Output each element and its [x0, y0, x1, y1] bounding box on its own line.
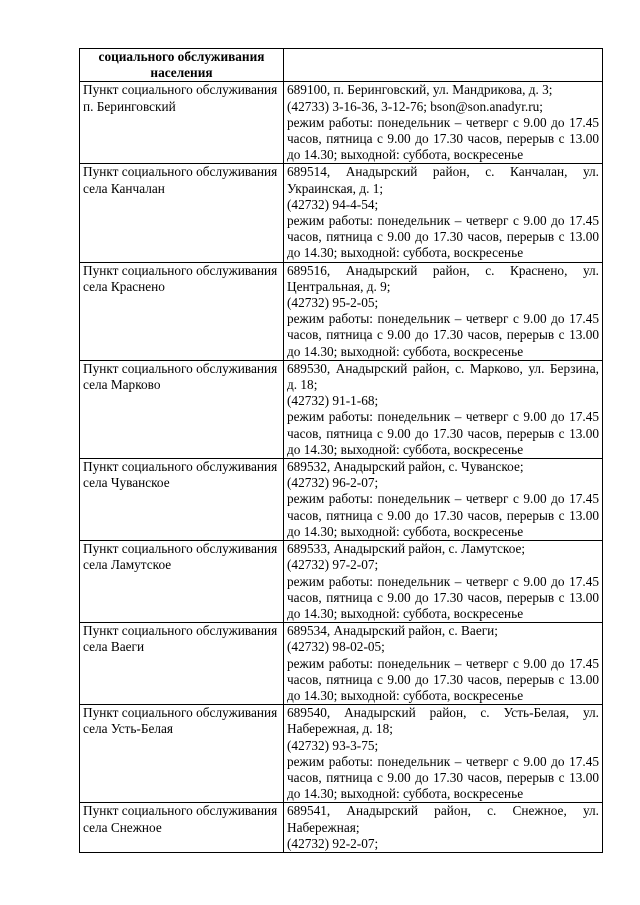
contacts-text: (42732) 94-4-54;: [287, 196, 379, 212]
institution-name: Пункт социального обслуживания села Чуванское: [80, 459, 284, 541]
institution-info: [284, 541, 603, 623]
institution-info: [284, 164, 603, 262]
table-row: [80, 459, 603, 541]
table-row: [80, 360, 603, 458]
table-row: [80, 164, 603, 262]
schedule-text: режим работы: понедельник – четверг с 9.00 до 17.45 часов, пятница с 9.00 до 17.30 часов, перерыв с 13.00 до 14.30; выходной: суббота, воскресенье: [287, 213, 599, 261]
address-text: 689540, Анадырский район, с. Усть-Белая, ул. Набережная, д. 18;: [287, 705, 599, 737]
contacts-text: (42732) 98-02-05;: [287, 639, 385, 655]
contacts-text: (42733) 3-16-36, 3-12-76; bson@son.anadyr.ru;: [287, 98, 543, 114]
institution-info: [284, 803, 603, 853]
address-text: 689532, Анадырский район, с. Чуванское;: [287, 459, 524, 475]
institution-name: Пункт социального обслуживания села Краснено: [80, 262, 284, 360]
address-text: 689514, Анадырский район, с. Канчалан, ул. Украинская, д. 1;: [287, 164, 599, 196]
institution-info: [284, 623, 603, 705]
institution-name: Пункт социального обслуживания села Марково: [80, 360, 284, 458]
table-row: [80, 623, 603, 705]
institutions-table: [79, 48, 603, 853]
header-info-cell: [284, 49, 603, 82]
contacts-text: (42732) 97-2-07;: [287, 557, 379, 573]
address-text: 689534, Анадырский район, с. Ваеги;: [287, 623, 498, 639]
institution-info: [284, 459, 603, 541]
address-text: 689516, Анадырский район, с. Краснено, ул. Центральная, д. 9;: [287, 262, 599, 294]
address-text: 689541, Анадырский район, с. Снежное, ул. Набережная;: [287, 803, 599, 835]
schedule-text: режим работы: понедельник – четверг с 9.00 до 17.45 часов, пятница с 9.00 до 17.30 часов, перерыв с 13.00 до 14.30; выходной: суббота, воскресенье: [287, 491, 599, 539]
table-row: [80, 541, 603, 623]
table-row: [80, 82, 603, 164]
schedule-text: режим работы: понедельник – четверг с 9.00 до 17.45 часов, пятница с 9.00 до 17.30 часов, перерыв с 13.00 до 14.30; выходной: суббота, воскресенье: [287, 753, 599, 802]
institution-name: Пункт социального обслуживания села Усть-Белая: [80, 705, 284, 803]
header-name-cell: социального обслуживания населения: [80, 49, 284, 82]
contacts-text: (42732) 92-2-07;: [287, 835, 379, 851]
institution-info: [284, 82, 603, 164]
institution-info: [284, 262, 603, 360]
table-row: [80, 262, 603, 360]
contacts-text: (42732) 96-2-07;: [287, 475, 379, 491]
institution-name: Пункт социального обслуживания села Ламутское: [80, 541, 284, 623]
table-header-row: [80, 49, 603, 82]
institution-info: [284, 360, 603, 458]
address-text: 689533, Анадырский район, с. Ламутское;: [287, 541, 526, 557]
address-text: 689100, п. Беринговский, ул. Мандрикова, д. 3;: [287, 82, 553, 98]
schedule-text: режим работы: понедельник – четверг с 9.00 до 17.45 часов, пятница с 9.00 до 17.30 часов, перерыв с 13.00 до 14.30; выходной: суббота, воскресенье: [287, 409, 599, 457]
table-row: [80, 803, 603, 853]
institution-info: [284, 705, 603, 803]
schedule-text: режим работы: понедельник – четверг с 9.00 до 17.45 часов, пятница с 9.00 до 17.30 часов, перерыв с 13.00 до 14.30; выходной: суббота, воскресенье: [287, 655, 599, 703]
contacts-text: (42732) 95-2-05;: [287, 295, 379, 311]
schedule-text: режим работы: понедельник – четверг с 9.00 до 17.45 часов, пятница с 9.00 до 17.30 часов, перерыв с 13.00 до 14.30; выходной: суббота, воскресенье: [287, 311, 599, 359]
institution-name: Пункт социального обслуживания села Ваеги: [80, 623, 284, 705]
schedule-text: режим работы: понедельник – четверг с 9.00 до 17.45 часов, пятница с 9.00 до 17.30 часов, перерыв с 13.00 до 14.30; выходной: суббота, воскресенье: [287, 114, 599, 163]
institution-name: Пункт социального обслуживания п. Беринговский: [80, 82, 284, 164]
institution-name: Пункт социального обслуживания села Канчалан: [80, 164, 284, 262]
schedule-text: режим работы: понедельник – четверг с 9.00 до 17.45 часов, пятница с 9.00 до 17.30 часов, перерыв с 13.00 до 14.30; выходной: суббота, воскресенье: [287, 573, 599, 621]
table-row: [80, 705, 603, 803]
contacts-text: (42732) 91-1-68;: [287, 393, 379, 409]
institution-name: Пункт социального обслуживания села Снежное: [80, 803, 284, 853]
contacts-text: (42732) 93-3-75;: [287, 737, 379, 753]
address-text: 689530, Анадырский район, с. Марково, ул. Берзина, д. 18;: [287, 360, 599, 393]
